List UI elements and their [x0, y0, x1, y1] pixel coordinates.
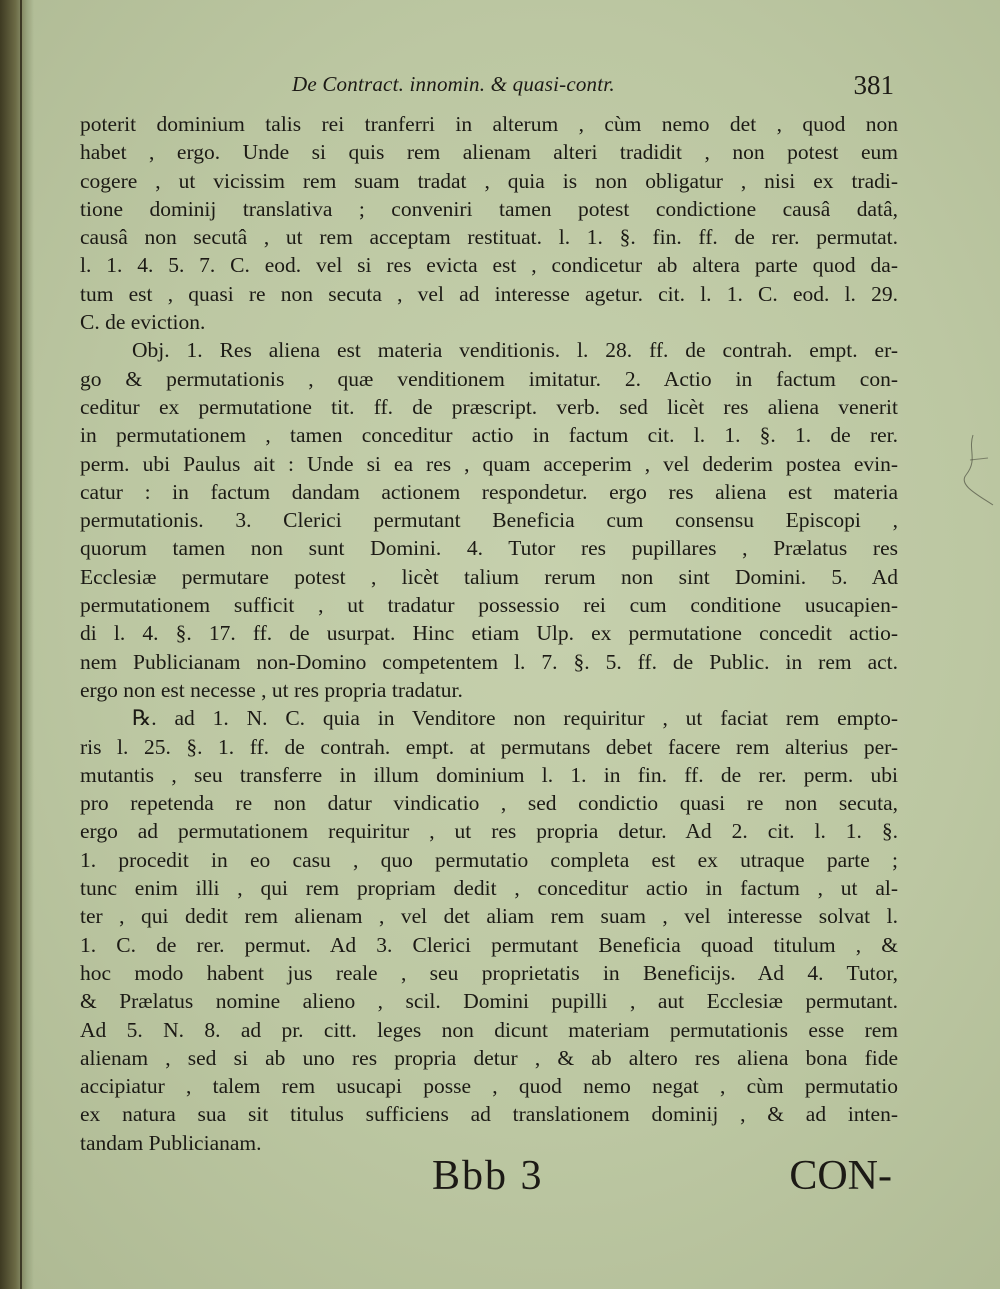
text-line: habet , ergo. Unde si quis rem alienam alteri tradidit , non potest eum	[80, 140, 898, 165]
text-line: catur : in factum dandam actionem respondetur. ergo res aliena est materia	[80, 479, 898, 504]
text-line: mutantis , seu transferre in illum dominium l. 1. in fin. ff. de rer. perm. ubi	[80, 762, 898, 787]
binding-gutter	[0, 0, 34, 1289]
text-line: di l. 4. §. 17. ff. de usurpat. Hinc etiam Ulp. ex permutatione concedit actio-	[80, 621, 898, 646]
page-footer	[80, 1152, 898, 1212]
text-line: quorum tamen non sunt Domini. 4. Tutor res pupillares , Prælatus res	[80, 536, 898, 561]
text-line: pro repetenda re non datur vindicatio , sed condictio quasi re non secuta,	[80, 791, 898, 816]
text-line: Ecclesiæ permutare potest , licèt talium rerum non sint Domini. 5. Ad	[80, 564, 898, 589]
text-line: hoc modo habent jus reale , seu proprietatis in Beneficijs. Ad 4. Tutor,	[80, 960, 898, 985]
text-line: alienam , sed si ab uno res propria detur , & ab altero res aliena bona fide	[80, 1045, 898, 1070]
text-line: tum est , quasi re non secuta , vel ad interesse agetur. cit. l. 1. C. eod. l. 29.	[80, 281, 898, 306]
text-line: poterit dominium talis rei tranferri in alterum , cùm nemo det , quod non	[80, 112, 898, 136]
text-line: nem Publicianam non-Domino competentem l. 7. §. 5. ff. de Public. in rem act.	[80, 649, 898, 674]
text-line: ergo non est necesse , ut res propria tradatur.	[80, 677, 463, 702]
text-line: accipiatur , talem rem usucapi posse , quod nemo negat , cùm permutatio	[80, 1074, 898, 1099]
text-line: permutationis. 3. Clerici permutant Beneficia cum consensu Episcopi ,	[80, 508, 898, 533]
text-line: cogere , ut vicissim rem suam tradat , quia is non obligatur , nisi ex tradi-	[80, 168, 898, 193]
text-line: ex natura sua sit titulus sufficiens ad translationem dominij , & ad inten-	[80, 1102, 898, 1127]
running-title: De Contract. innomin. & quasi-contr.	[292, 72, 615, 96]
text-line: l. 1. 4. 5. 7. C. eod. vel si res evicta est , condicetur ab altera parte quod da-	[80, 253, 898, 278]
signature-mark: Bbb 3	[432, 1153, 544, 1199]
paragraph-start-line: ℞. ad 1. N. C. quia in Venditore non requiritur , ut faciat rem empto-	[132, 706, 898, 731]
text-line: C. de eviction.	[80, 310, 206, 335]
text-line: 1. C. de rer. permut. Ad 3. Clerici permutant Beneficia quoad titulum , &	[80, 932, 898, 957]
catchword: CON-	[789, 1153, 892, 1199]
text-line: perm. ubi Paulus ait : Unde si ea res , quam acceperim , vel dederim postea evin-	[80, 451, 898, 476]
text-line: ceditur ex permutatione tit. ff. de præscript. verb. sed licèt res aliena venerit	[80, 394, 898, 419]
text-line: tandam Publicianam.	[80, 1130, 262, 1155]
text-line: go & permutationis , quæ venditionem imitatur. 2. Actio in factum con-	[80, 366, 898, 391]
margin-pencil-mark	[948, 430, 998, 510]
text-line: tunc enim illi , qui rem propriam dedit , conceditur actio in factum , ut al-	[80, 876, 898, 901]
text-line: Ad 5. N. 8. ad pr. citt. leges non dicunt materiam permutationis esse rem	[80, 1017, 898, 1042]
text-line: 1. procedit in eo casu , quo permutatio completa est ex utraque parte ;	[80, 847, 898, 872]
text-line: & Prælatus nomine alieno , scil. Domini pupilli , aut Ecclesiæ permutant.	[80, 989, 898, 1014]
text-line: ergo ad permutationem requiritur , ut res propria detur. Ad 2. cit. l. 1. §.	[80, 819, 898, 844]
text-line: causâ non secutâ , ut rem acceptam restituat. l. 1. §. fin. ff. de rer. permutat.	[80, 225, 898, 250]
binding-edge-line	[20, 0, 22, 1289]
text-block	[80, 110, 898, 1157]
page-number: 381	[853, 70, 894, 100]
page-header	[80, 70, 898, 104]
text-line: permutationem sufficit , ut tradatur possessio rei cum conditione usucapien-	[80, 593, 898, 618]
text-line: in permutationem , tamen conceditur actio in factum cit. l. 1. §. 1. de rer.	[80, 423, 898, 448]
text-line: ter , qui dedit rem alienam , vel det aliam rem suam , vel interesse solvat l.	[80, 904, 898, 929]
text-line: tione dominij translativa ; conveniri tamen potest condictione causâ datâ,	[80, 196, 898, 221]
paragraph-start-line: Obj. 1. Res aliena est materia venditionis. l. 28. ff. de contrah. empt. er-	[132, 338, 898, 363]
text-line: ris l. 25. §. 1. ff. de contrah. empt. at permutans debet facere rem alterius per-	[80, 734, 898, 759]
